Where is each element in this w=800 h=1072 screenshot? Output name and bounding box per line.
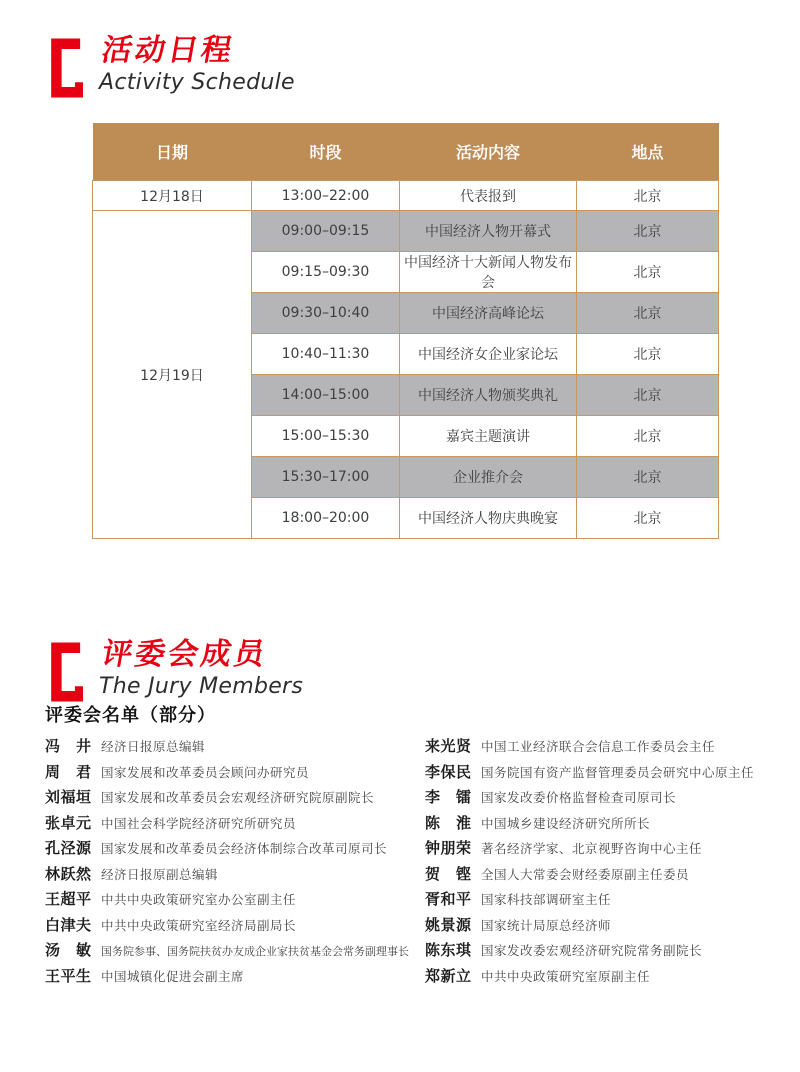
red-bracket-icon bbox=[45, 641, 83, 703]
time-cell: 15:00–15:30 bbox=[252, 416, 400, 457]
jury-member-title: 中国社会科学院经济研究所研究员 bbox=[101, 815, 297, 831]
schedule-table-header bbox=[93, 123, 719, 181]
activity-cell: 中国经济人物开幕式 bbox=[400, 211, 577, 252]
jury-member bbox=[425, 837, 767, 857]
jury-member-name: 姚景源 bbox=[425, 915, 472, 934]
date-cell: 12月18日 bbox=[93, 181, 252, 211]
activity-cell: 中国经济人物庆典晚宴 bbox=[400, 498, 577, 539]
jury-title-cn: 评委会成员 bbox=[99, 637, 271, 672]
jury-member-name: 周 君 bbox=[45, 762, 92, 781]
jury-member bbox=[425, 965, 767, 985]
jury-member bbox=[425, 786, 767, 806]
jury-list bbox=[45, 735, 767, 990]
jury-member-title: 经济日报原副总编辑 bbox=[101, 866, 219, 882]
jury-member-title: 经济日报原总编辑 bbox=[101, 739, 206, 754]
jury-member-title: 国家发展和改革委员会经济体制综合改革司原司长 bbox=[101, 841, 388, 856]
jury-member-name: 孔泾源 bbox=[45, 839, 92, 857]
col-header-time: 时段 bbox=[252, 123, 400, 181]
jury-member-name: 郑新立 bbox=[425, 966, 472, 985]
time-cell: 10:40–11:30 bbox=[252, 334, 400, 375]
jury-member-title: 中共中央政策研究室经济局副局长 bbox=[101, 917, 297, 933]
jury-member-title: 全国人大常委会财经委原副主任委员 bbox=[481, 866, 690, 882]
schedule-title-cn: 活动日程 bbox=[99, 33, 238, 68]
jury-list-heading: 评委会名单（部分） bbox=[45, 705, 216, 726]
jury-member-title: 中国工业经济联合会信息工作委员会主任 bbox=[481, 739, 716, 754]
jury-section-titles bbox=[99, 638, 303, 699]
jury-member bbox=[425, 812, 767, 832]
jury-member bbox=[45, 914, 425, 934]
schedule-table-body bbox=[93, 181, 719, 539]
schedule-title-en: Activity Schedule bbox=[99, 69, 295, 95]
time-cell: 18:00–20:00 bbox=[252, 498, 400, 539]
schedule-section-header bbox=[45, 34, 295, 99]
jury-member-title: 著名经济学家、北京视野咨询中心主任 bbox=[481, 841, 703, 856]
jury-member-title: 国家统计局原总经济师 bbox=[481, 917, 612, 933]
jury-member bbox=[45, 863, 425, 883]
location-cell: 北京 bbox=[577, 252, 719, 293]
col-header-location: 地点 bbox=[577, 123, 719, 181]
activity-cell: 代表报到 bbox=[400, 181, 577, 211]
jury-member-name: 冯 井 bbox=[45, 737, 92, 755]
jury-member-name: 汤 敏 bbox=[45, 941, 92, 959]
location-cell: 北京 bbox=[577, 457, 719, 498]
col-header-activity: 活动内容 bbox=[400, 123, 577, 181]
jury-member-title: 国家发展和改革委员会顾问办研究员 bbox=[101, 764, 310, 780]
jury-member-name: 贺 铿 bbox=[425, 864, 472, 883]
location-cell: 北京 bbox=[577, 211, 719, 252]
jury-member-name: 白津夫 bbox=[45, 915, 92, 934]
jury-member-name: 王超平 bbox=[45, 890, 92, 908]
activity-cell: 嘉宾主题演讲 bbox=[400, 416, 577, 457]
jury-member bbox=[425, 939, 767, 959]
jury-column-left bbox=[45, 735, 425, 990]
jury-member-title: 中国城乡建设经济研究所所长 bbox=[481, 815, 651, 831]
time-cell: 15:30–17:00 bbox=[252, 457, 400, 498]
location-cell: 北京 bbox=[577, 375, 719, 416]
activity-cell: 中国经济十大新闻人物发布会 bbox=[400, 252, 577, 293]
jury-member-name: 胥和平 bbox=[425, 890, 472, 908]
activity-cell: 中国经济高峰论坛 bbox=[400, 293, 577, 334]
time-cell: 14:00–15:00 bbox=[252, 375, 400, 416]
date-cell: 12月19日 bbox=[93, 211, 252, 539]
activity-cell: 中国经济女企业家论坛 bbox=[400, 334, 577, 375]
jury-member bbox=[425, 914, 767, 934]
jury-member-title: 国家发改委价格监督检查司原司长 bbox=[481, 790, 677, 805]
time-cell: 09:30–10:40 bbox=[252, 293, 400, 334]
activity-cell: 企业推介会 bbox=[400, 457, 577, 498]
jury-member-title: 国家发展和改革委员会宏观经济研究院原副院长 bbox=[101, 790, 375, 805]
activity-cell: 中国经济人物颁奖典礼 bbox=[400, 375, 577, 416]
schedule-row bbox=[93, 211, 719, 252]
jury-member bbox=[45, 786, 425, 806]
jury-member bbox=[425, 735, 767, 755]
time-cell: 09:15–09:30 bbox=[252, 252, 400, 293]
jury-member-title: 国家发改委宏观经济研究院常务副院长 bbox=[481, 943, 703, 958]
jury-member-title: 国务院国有资产监督管理委员会研究中心原主任 bbox=[481, 764, 755, 780]
jury-member-title: 中共中央政策研究室原副主任 bbox=[481, 968, 651, 984]
jury-member-name: 钟朋荣 bbox=[425, 839, 472, 857]
location-cell: 北京 bbox=[577, 334, 719, 375]
jury-member-title: 中共中央政策研究室办公室副主任 bbox=[101, 892, 297, 907]
jury-member-name: 李保民 bbox=[425, 762, 472, 781]
jury-member bbox=[45, 761, 425, 781]
location-cell: 北京 bbox=[577, 293, 719, 334]
jury-member-name: 林跃然 bbox=[45, 864, 92, 883]
red-bracket-icon bbox=[45, 37, 83, 99]
jury-member-name: 陈东琪 bbox=[425, 941, 472, 959]
jury-member-name: 张卓元 bbox=[45, 813, 92, 832]
jury-member-name: 刘福垣 bbox=[45, 788, 92, 806]
jury-member-title: 国务院参事、国务院扶贫办友成企业家扶贫基金会常务副理事长 bbox=[101, 945, 409, 958]
jury-member bbox=[425, 761, 767, 781]
jury-member-title: 国家科技部调研室主任 bbox=[481, 892, 612, 907]
location-cell: 北京 bbox=[577, 498, 719, 539]
time-cell: 09:00–09:15 bbox=[252, 211, 400, 252]
jury-member-name: 来光贤 bbox=[425, 737, 472, 755]
jury-member bbox=[45, 837, 425, 857]
jury-member bbox=[45, 812, 425, 832]
jury-member bbox=[425, 863, 767, 883]
location-cell: 北京 bbox=[577, 181, 719, 211]
schedule-table bbox=[92, 123, 719, 539]
jury-member-name: 王平生 bbox=[45, 966, 92, 985]
jury-title-en: The Jury Members bbox=[99, 673, 304, 699]
jury-member-title: 中国城镇化促进会副主席 bbox=[101, 968, 245, 984]
jury-member-name: 李 镭 bbox=[425, 788, 472, 806]
jury-member-name: 陈 淮 bbox=[425, 813, 472, 832]
location-cell: 北京 bbox=[577, 416, 719, 457]
time-cell: 13:00–22:00 bbox=[252, 181, 400, 211]
jury-section-header bbox=[45, 638, 303, 703]
schedule-row bbox=[93, 181, 719, 211]
jury-member bbox=[45, 965, 425, 985]
col-header-date: 日期 bbox=[93, 123, 252, 181]
schedule-section-titles bbox=[99, 34, 295, 95]
jury-member bbox=[45, 939, 425, 959]
jury-member bbox=[425, 888, 767, 908]
jury-member bbox=[45, 888, 425, 908]
jury-column-right bbox=[425, 735, 767, 990]
jury-member bbox=[45, 735, 425, 755]
